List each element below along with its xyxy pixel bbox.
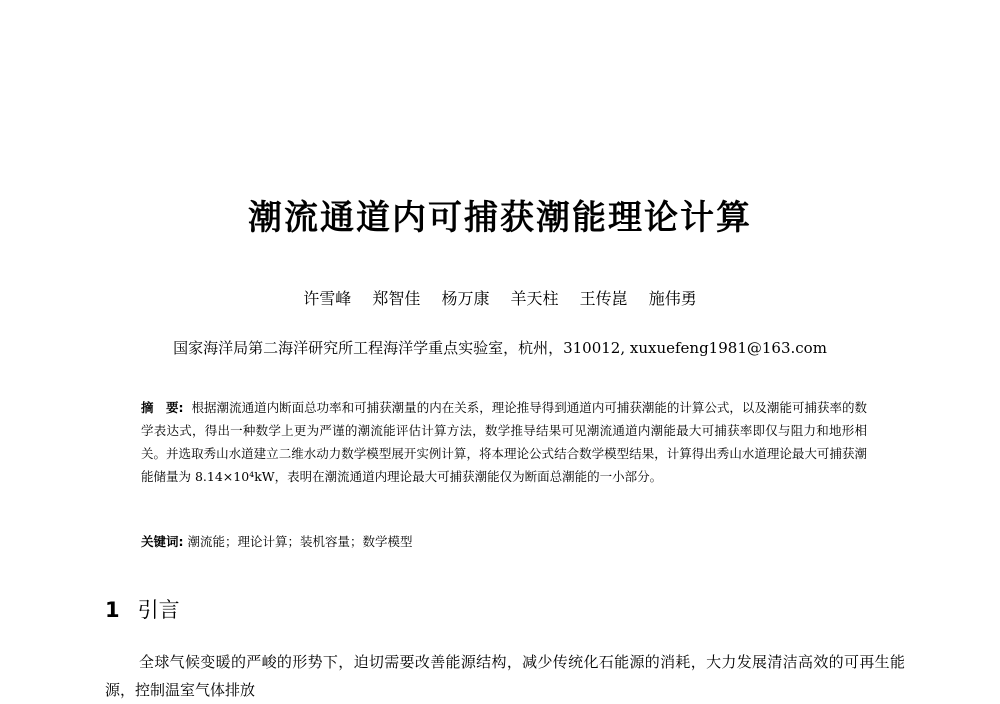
abstract-text: 根据潮流通道内断面总功率和可捕获潮量的内在关系，理论推导得到通道内可捕获潮能的计算公式，以及潮能可捕获率的数学表达式，得出一种数学上更为严谨的潮流能评估计算方法，数学推导结果可见潮流通道内潮能最大可捕获率即仅与阻力和地形相关。并选取秀山水道建立二维水动力数学模型展开实例计算，将本理论公式结合数学模型结果，计算得出秀山水道理论最大可捕获潮能储量为 8.14×10⁴kW，表明在潮流通道内理论最大可捕获潮能仅为断面总潮能的一小部分。 bbox=[141, 400, 867, 484]
section-number: 1 bbox=[105, 598, 120, 622]
paper-title: 潮流通道内可捕获潮能理论计算 bbox=[248, 198, 752, 238]
author-name: 许雪峰 bbox=[303, 289, 352, 308]
affiliation: 国家海洋局第二海洋研究所工程海洋学重点实验室，杭州，310012, xuxuefeng1981@163.com bbox=[173, 339, 827, 357]
keywords-label: 关键词: bbox=[141, 534, 184, 549]
author-name: 王传崑 bbox=[579, 289, 628, 308]
author-name: 郑智佳 bbox=[372, 289, 421, 308]
abstract bbox=[141, 396, 867, 488]
abstract-label: 摘 要: bbox=[141, 400, 184, 415]
keywords-text: 潮流能；理论计算；装机容量；数学模型 bbox=[187, 534, 413, 549]
author-name: 羊天柱 bbox=[510, 289, 559, 308]
section-title: 引言 bbox=[137, 598, 180, 622]
author-list bbox=[0, 288, 1000, 310]
intro-paragraph: 全球气候变暖的严峻的形势下，迫切需要改善能源结构，减少传统化石能源的消耗，大力发展清洁高效的可再生能源，控制温室气体排放 bbox=[105, 653, 905, 699]
author-name: 杨万康 bbox=[441, 289, 490, 308]
keywords bbox=[141, 531, 867, 553]
author-name: 施伟勇 bbox=[648, 289, 697, 308]
section-heading bbox=[105, 595, 180, 625]
